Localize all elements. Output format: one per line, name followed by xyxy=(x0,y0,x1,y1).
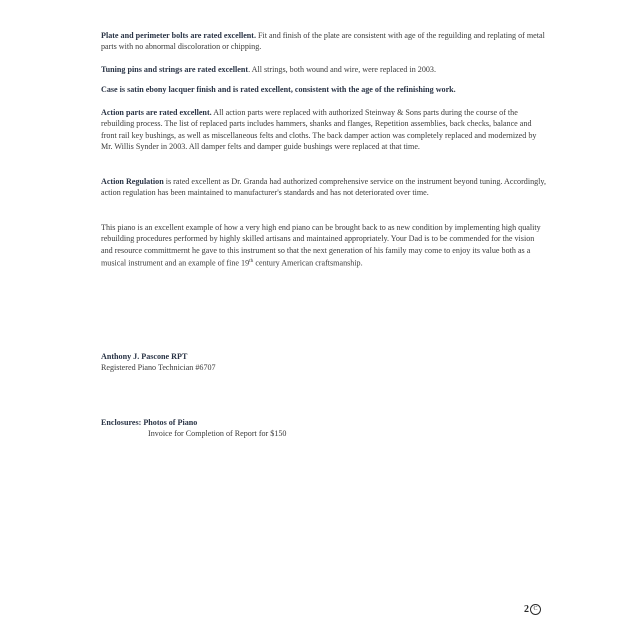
paragraph-lead: Case is satin ebony lacquer finish and is rated excellent, consistent with the age of the refinishing work. xyxy=(101,85,456,94)
signature-name: Anthony J. Pascone RPT xyxy=(101,352,188,361)
copyright-icon: C xyxy=(530,604,541,615)
enclosures-label: Enclosures: xyxy=(101,418,142,427)
paragraph-action-parts xyxy=(101,107,546,153)
closing-text-end: century American craftsmanship. xyxy=(253,258,363,268)
paragraph-plate xyxy=(101,30,546,53)
paragraph-tuning xyxy=(101,64,546,75)
paragraph-lead: Tuning pins and strings are rated excellent xyxy=(101,65,249,74)
paragraph-lead: Action parts are rated excellent. xyxy=(101,108,212,117)
page-number xyxy=(524,604,541,615)
enclosure-item-photos: Photos of Piano xyxy=(141,418,198,427)
paragraph-text: is rated excellent as Dr. Granda had authorized comprehensive service on the instrument beyond tuning. Accordingly, action regulation has been maintained to manufacturer's standards and has not deteriorated over time. xyxy=(101,177,546,198)
paragraph-text: . All strings, both wound and wire, were replaced in 2003. xyxy=(248,65,436,74)
closing-text: This piano is an excellent example of how a very high end piano can be brought back to as new condition by implementing high quality rebuilding procedures performed by highly skilled artisans and maintained appropriately. Your Dad is to be commended for the vision and resource committmernt he gave to this instrument so that the next generation of his family may come to enjoy its value both as a musical instrument and an example of fine 19 xyxy=(101,223,541,268)
paragraph-lead: Action Regulation xyxy=(101,177,164,186)
paragraph-text: Fit and finish of the plate are consistent with age of the reguilding and replating of metal parts with no abnormal discoloration or chipping. xyxy=(101,31,545,52)
paragraph-lead: Plate and perimeter bolts are rated excellent. xyxy=(101,31,257,40)
enclosure-item-invoice: Invoice for Completion of Report for $150 xyxy=(148,429,287,438)
signature-title: Registered Piano Technician #6707 xyxy=(101,363,216,372)
paragraph-text: All action parts were replaced with authorized Steinway & Sons parts during the course of the rebuilding process. The list of replaced parts includes hammers, shanks and flanges, Repetition assemblies, back checks, balance and front rail key bushings, as well as miscellaneous felts and cloths. The back damper action was completely replaced and modernized by Mr. Willis Synder in 2003. All damper felts and damper guide bushings were replaced at that time. xyxy=(101,108,537,152)
enclosures-line xyxy=(101,417,197,428)
paragraph-action-regulation xyxy=(101,176,546,199)
page-number-value: 2 xyxy=(524,604,529,615)
ordinal-suffix: th xyxy=(249,258,254,265)
paragraph-closing xyxy=(101,222,546,269)
paragraph-case xyxy=(101,84,546,95)
